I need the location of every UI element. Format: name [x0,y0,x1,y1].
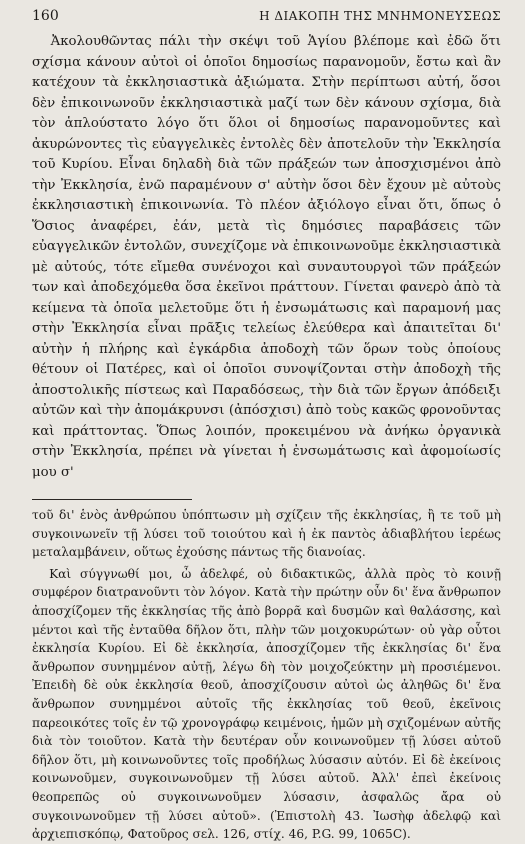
footnote-continuation: τοῦ δι' ἑνὸς ἀνθρώπου ὑπόπτωσιν μὴ σχίζειν τῆς ἐκκλησίας, ἢ τε τοῦ μὴ συγκοινωνεῖν τῇ λύσει τοῦ τοιούτου καὶ ἡ ἐκ παντὸς ἀδιαβλήτου ἱερέως μεταλαμβάνειν, οὕτως ἐχούσης πάντως τῆς διανοίας. [32,508,501,560]
running-title: Η ΔΙΑΚΟΠΗ ΤΗΣ ΜΝΗΜΟΝΕΥΣΕΩΣ [259,9,501,23]
main-paragraph: Ἀκολουθῶντας πάλι τὴν σκέψι τοῦ Ἁγίου βλέπομε καὶ ἐδῶ ὅτι σχίσμα κάνουν αὐτοὶ οἱ ὁποῖοι δημοσίως παρανομοῦν, ἔστω καὶ ἂν κατέχουν τὰ ἐκκλησιαστικὰ ἀξιώματα. Στὴν περίπτωσι αὐτή, ὅσοι δὲν ἐπικοινωνοῦν ἐκκλησιαστικὰ μαζί των δὲν κάνουν σχίσμα, διὰ τὸν ἁπλούστατο λόγο ὅτι ὅλοι οἱ δημοσίως παρανομοῦντες καὶ ἀκυρώνοντες τὶς εὐαγγελικὲς ἐντολὲς δὲν ἀποτελοῦν τὴν Ἐκκλησία τοῦ Κυρίου. Εἶναι δηλαδὴ διὰ τῶν πράξεών των ἀποσχισμένοι ἀπὸ τὴν Ἐκκλησία, ἐνῶ παραμένουν σ' αὐτὴν ὅσοι δὲν ἔχουν μὲ αὐτοὺς ἐκκλησιαστικὴ ἐπικοινωνία. Τὸ πλέον ἀξιόλογο εἶναι ὅτι, ὅπως ὁ Ὅσιος ἀναφέρει, ἐάν, μετὰ τὶς δημόσιες παραβάσεις τῶν εὐαγγελικῶν ἐντολῶν, συνεχίζομε νὰ ἐπικοινωνοῦμε ἐκκλησιαστικὰ μὲ αὐτούς, τότε εἴμεθα συνένοχοι καὶ συναυτουργοὶ τῶν πράξεών των καὶ ἀποδεχόμεθα ὅσα ἐκεῖνοι πράττουν. Γίνεται φανερὸ ἀπὸ τὰ κείμενα τὰ ὁποῖα μελετοῦμε ὅτι ἡ ἐνσωμάτωσις καὶ παραμονή μας στὴν Ἐκκλησία εἶναι πρᾶξις τελείως ἐλεύθερα καὶ ἀπαιτεῖται δι' αὐτὴν ἡ πλήρης καὶ ἐγκάρδια ἀποδοχὴ τῶν ὅρων τοὺς ὁποίους θέτουν οἱ Πατέρες, καὶ οἱ ὁποῖοι συνοψίζονται στὴν ἀποδοχὴ τῆς ἀποστολικῆς πίστεως καὶ Παραδόσεως, τὴν διὰ τῶν ἔργων ἀπόδειξι αὐτῶν καὶ τὴν ἀπομάκρυνσι (ἀπόσχισι) ἀπὸ τοὺς κακῶς φρονοῦντας καὶ πράττοντας. Ὅπως λοιπόν, προκειμένου νὰ ἀνήκω ὀργανικὰ στὴν Ἐκκλησία, πρέπει νὰ γίνεται ἡ ἐνσωμάτωσις καὶ ἀφομοίωσίς μου σ' [32,34,501,480]
running-header [32,8,501,24]
footnote-paragraph: Καὶ σύγγνωθί μοι, ὦ ἀδελφέ, οὐ διδακτικῶς, ἀλλὰ πρὸς τὸ κοινῇ συμφέρον διατρανοῦντι τὸν λόγον. Κατὰ τὴν πρώτην οὖν δι' ἕνα ἄνθρωπον ἀποσχίζομεν τῆς ἐκκλησίας τῆς ἀπὸ βορρᾶ καὶ δυσμῶν καὶ θαλάσσης, καὶ μέντοι καὶ τῆς ἐνταῦθα δῆλον ὅτι, πλὴν τῶν μοιχοκυρώτων· οὐ γὰρ οὗτοι ἐκκλησία Κυρίου. Εἰ δὲ ἐκκλησία, ἀποσχίζομεν τῆς ἐκκλησίας δι' ἕνα ἄνθρωπον συνημμένον αὐτῇ, λέγω δὴ τὸν μοιχοζεύκτην μὴ προσιέμενοι. Ἐπειδὴ δὲ οὐκ ἐκκλησία θεοῦ, ἀποσχίζουσιν αὐτοὶ ὡς ἀληθῶς δι' ἕνα ἄνθρωπον συνημμένοι αὐτοῖς τῆς ἐκκλησίας τοῦ θεοῦ, ἐκεῖνοις παρεοικότες τοῖς ἐν τῷ χρονογράφῳ κειμένοις, ἡμῶν μὴ σχιζομένων αὐτῆς διὰ τὸν τοιοῦτον. Κατὰ τὴν δευτέραν οὖν κοινωνοῦμεν τῇ λύσει αὐτοῦ δῆλον ὅτι, μὴ κοινωνοῦντες τοῖς προδήλως λύσασιν αὐτόν. Εἰ δὲ ἐκείνοις κοινωνοῦμεν, συγκοινωνοῦμεν τῇ λύσει αὐτοῦ. Ἀλλ' ἐπεὶ ἐκείνοις θεοπρεπῶς οὐ συγκοινωνοῦμεν λύσασιν, ἀσφαλῶς ἄρα οὐ συγκοινωνοῦμεν τῇ λύσει αὐτοῦ». (Ἐπιστολὴ 43. Ἰωσὴφ ἀδελφῷ καὶ ἀρχιεπισκόπῳ, Φατοῦρος σελ. 126, στίχ. 46, P.G. 99, 1065C). [32,566,501,842]
page-number: 160 [32,8,59,24]
footnote-rule [32,499,192,500]
